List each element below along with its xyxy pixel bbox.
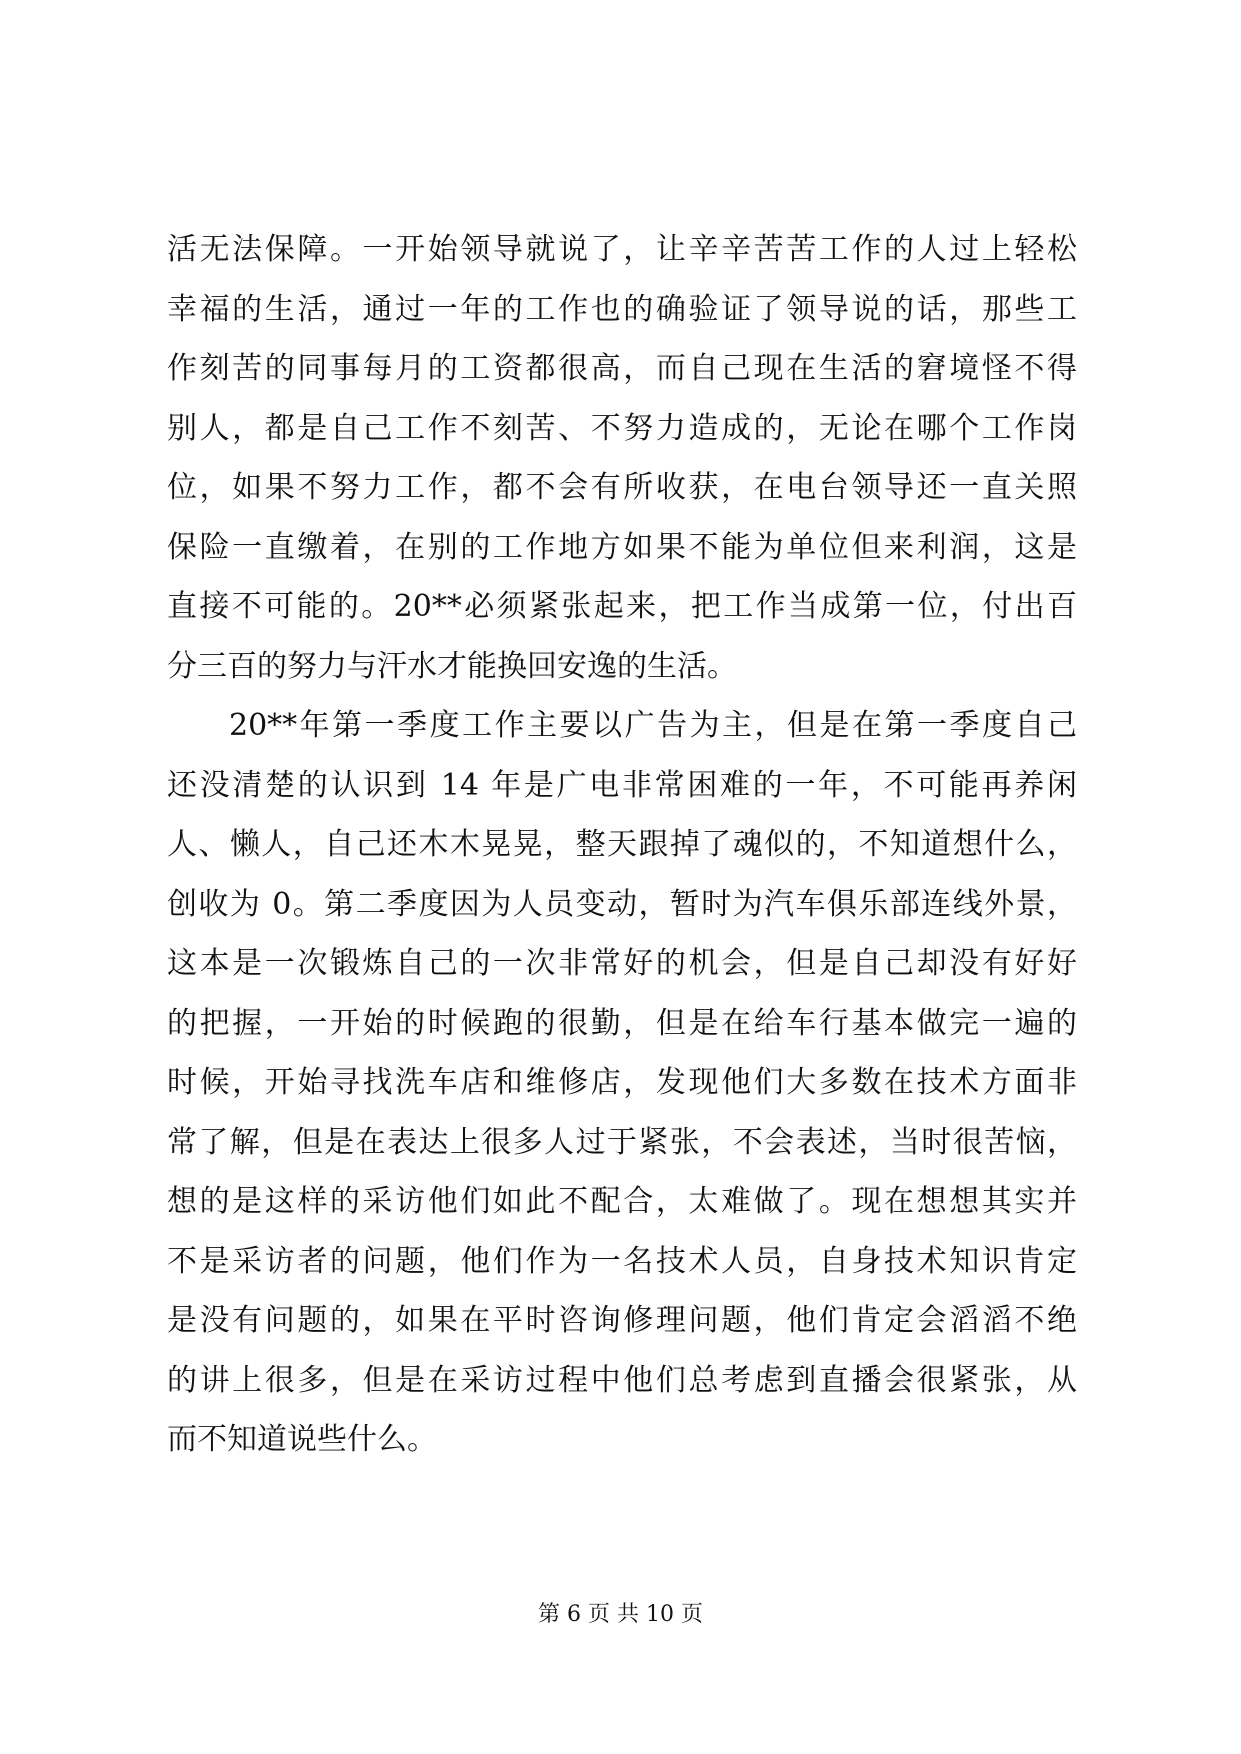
paragraph-2-line: 20**年第一季度工作主要以广告为主，但是在第一季度自己 bbox=[229, 708, 1077, 743]
paragraph-1-line: 别人，都是自己工作不刻苦、不努力造成的，无论在哪个工作岗 bbox=[167, 411, 1077, 446]
paragraph-1-line: 作刻苦的同事每月的工资都很高，而自己现在生活的窘境怪不得 bbox=[167, 351, 1077, 386]
paragraph-2-line: 时候，开始寻找洗车店和维修店，发现他们大多数在技术方面非 bbox=[167, 1065, 1077, 1100]
paragraph-1-line: 位，如果不努力工作，都不会有所收获，在电台领导还一直关照 bbox=[167, 470, 1077, 505]
paragraph-2-line: 的把握，一开始的时候跑的很勤，但是在给车行基本做完一遍的 bbox=[167, 1006, 1077, 1041]
paragraph-1-line: 活无法保障。一开始领导就说了，让辛辛苦苦工作的人过上轻松 bbox=[167, 232, 1077, 267]
paragraph-2-line: 常了解，但是在表达上很多人过于紧张，不会表述，当时很苦恼， bbox=[167, 1125, 1077, 1160]
paragraph-2-line: 人、懒人，自己还木木晃晃，整天跟掉了魂似的，不知道想什么， bbox=[167, 827, 1077, 862]
paragraph-2-line: 的讲上很多，但是在采访过程中他们总考虑到直播会很紧张，从 bbox=[167, 1363, 1077, 1398]
paragraph-2-line: 想的是这样的采访他们如此不配合，太难做了。现在想想其实并 bbox=[167, 1184, 1077, 1219]
paragraph-2-line: 不是采访者的问题，他们作为一名技术人员，自身技术知识肯定 bbox=[167, 1244, 1077, 1279]
paragraph-2-line: 是没有问题的，如果在平时咨询修理问题，他们肯定会滔滔不绝 bbox=[167, 1303, 1077, 1338]
page-footer: 第 6 页 共 10 页 bbox=[538, 1602, 703, 1627]
paragraph-1-line: 保险一直缴着，在别的工作地方如果不能为单位但来利润，这是 bbox=[167, 530, 1077, 565]
paragraph-2-line: 而不知道说些什么。 bbox=[167, 1422, 437, 1457]
paragraph-2-line: 这本是一次锻炼自己的一次非常好的机会，但是自己却没有好好 bbox=[167, 946, 1077, 981]
paragraph-1-line: 分三百的努力与汗水才能换回安逸的生活。 bbox=[167, 649, 737, 684]
paragraph-2-line: 还没清楚的认识到 14 年是广电非常困难的一年，不可能再养闲 bbox=[167, 768, 1077, 803]
paragraph-1-line: 幸福的生活，通过一年的工作也的确验证了领导说的话，那些工 bbox=[167, 292, 1077, 327]
paragraph-2-line: 创收为 0。第二季度因为人员变动，暂时为汽车俱乐部连线外景， bbox=[167, 887, 1077, 922]
paragraph-1-line: 直接不可能的。20**必须紧张起来，把工作当成第一位，付出百 bbox=[167, 589, 1077, 624]
